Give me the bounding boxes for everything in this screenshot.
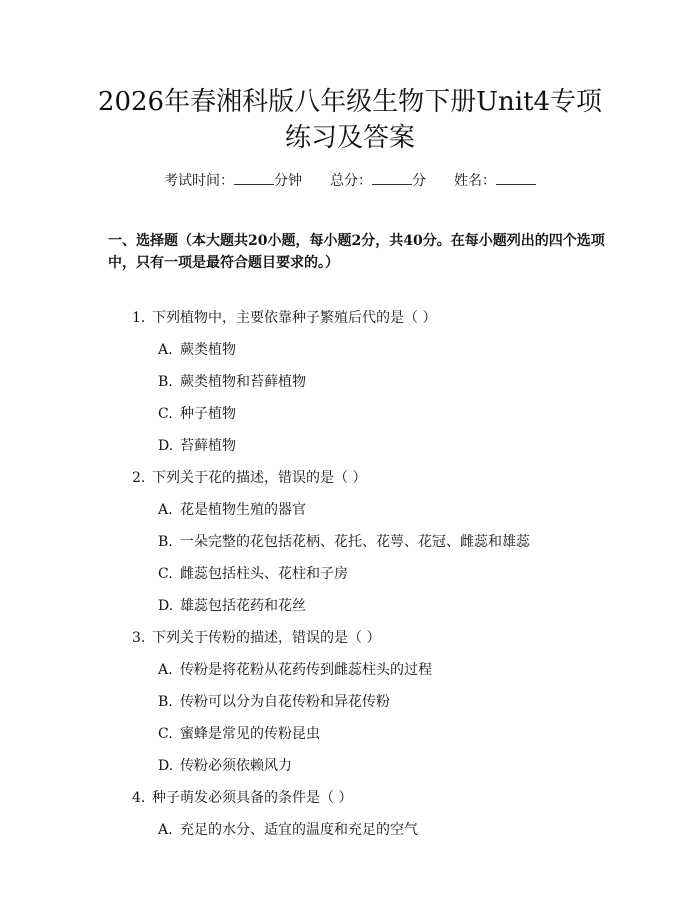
option-letter: C. xyxy=(158,726,173,742)
question-1-option-d xyxy=(158,437,236,455)
student-name-blank xyxy=(496,170,536,185)
option-letter: A. xyxy=(158,822,173,838)
question-3-option-d xyxy=(158,757,292,775)
exam-time-label: 考试时间： xyxy=(164,173,234,189)
option-text: 花是植物生殖的器官 xyxy=(180,502,306,518)
option-letter: A. xyxy=(158,662,173,678)
exam-time-field xyxy=(164,170,302,190)
question-4 xyxy=(132,789,352,807)
option-text: 苔藓植物 xyxy=(180,438,236,454)
option-letter: B. xyxy=(158,534,173,550)
option-letter: D. xyxy=(158,598,174,614)
question-3-option-b xyxy=(158,693,390,711)
option-letter: A. xyxy=(158,342,173,358)
question-2-option-d xyxy=(158,597,306,615)
question-text: 下列关于花的描述，错误的是（ ） xyxy=(152,470,367,486)
question-text: 下列关于传粉的描述，错误的是（ ） xyxy=(152,630,381,646)
total-score-field xyxy=(330,170,426,190)
option-text: 传粉可以分为自花传粉和异花传粉 xyxy=(180,694,390,710)
question-number: 3. xyxy=(132,630,146,646)
option-letter: C. xyxy=(158,406,173,422)
option-letter: C. xyxy=(158,566,173,582)
document-title-line-1: 2026年春湘科版八年级生物下册Unit4专项 xyxy=(97,87,603,117)
question-number: 2. xyxy=(132,470,146,486)
exam-time-blank xyxy=(234,170,274,185)
option-text: 传粉是将花粉从花药传到雌蕊柱头的过程 xyxy=(180,662,432,678)
question-text: 种子萌发必须具备的条件是（ ） xyxy=(152,790,353,806)
question-3-option-c xyxy=(158,725,320,743)
exam-time-unit: 分钟 xyxy=(274,173,302,189)
option-text: 一朵完整的花包括花柄、花托、花萼、花冠、雌蕊和雄蕊 xyxy=(180,534,530,550)
option-text: 蕨类植物和苔藓植物 xyxy=(180,374,306,390)
question-number: 1. xyxy=(132,310,146,326)
question-number: 4. xyxy=(132,790,146,806)
question-text: 下列植物中，主要依靠种子繁殖后代的是（ ） xyxy=(152,310,437,326)
total-score-blank xyxy=(372,170,412,185)
option-text: 种子植物 xyxy=(180,406,236,422)
question-1 xyxy=(132,309,436,327)
option-text: 雄蕊包括花药和花丝 xyxy=(180,598,306,614)
option-text: 雌蕊包括柱头、花柱和子房 xyxy=(180,566,348,582)
option-letter: B. xyxy=(158,694,173,710)
question-1-option-b xyxy=(158,373,306,391)
question-2-option-a xyxy=(158,501,306,519)
section-header: 一、选择题（本大题共20小题，每小题2分，共40分。在每小题列出的四个选项中，只有一项是最符合题目要求的。） xyxy=(108,233,605,271)
question-3 xyxy=(132,629,380,647)
question-4-option-a xyxy=(158,821,418,839)
total-score-unit: 分 xyxy=(412,173,426,189)
total-score-label: 总分： xyxy=(330,173,372,189)
option-letter: D. xyxy=(158,438,174,454)
question-2-option-b xyxy=(158,533,530,551)
option-letter: D. xyxy=(158,758,174,774)
option-letter: A. xyxy=(158,502,173,518)
option-text: 蜜蜂是常见的传粉昆虫 xyxy=(180,726,320,742)
option-text: 蕨类植物 xyxy=(180,342,236,358)
question-1-option-c xyxy=(158,405,236,423)
student-name-field xyxy=(454,170,536,190)
exam-info-row xyxy=(0,170,700,190)
student-name-label: 姓名： xyxy=(454,173,496,189)
option-text: 传粉必须依赖风力 xyxy=(180,758,292,774)
document-title-line-2: 练习及答案 xyxy=(284,123,415,153)
option-text: 充足的水分、适宜的温度和充足的空气 xyxy=(180,822,418,838)
option-letter: B. xyxy=(158,374,173,390)
question-3-option-a xyxy=(158,661,432,679)
question-2-option-c xyxy=(158,565,348,583)
question-2 xyxy=(132,469,366,487)
question-1-option-a xyxy=(158,341,236,359)
